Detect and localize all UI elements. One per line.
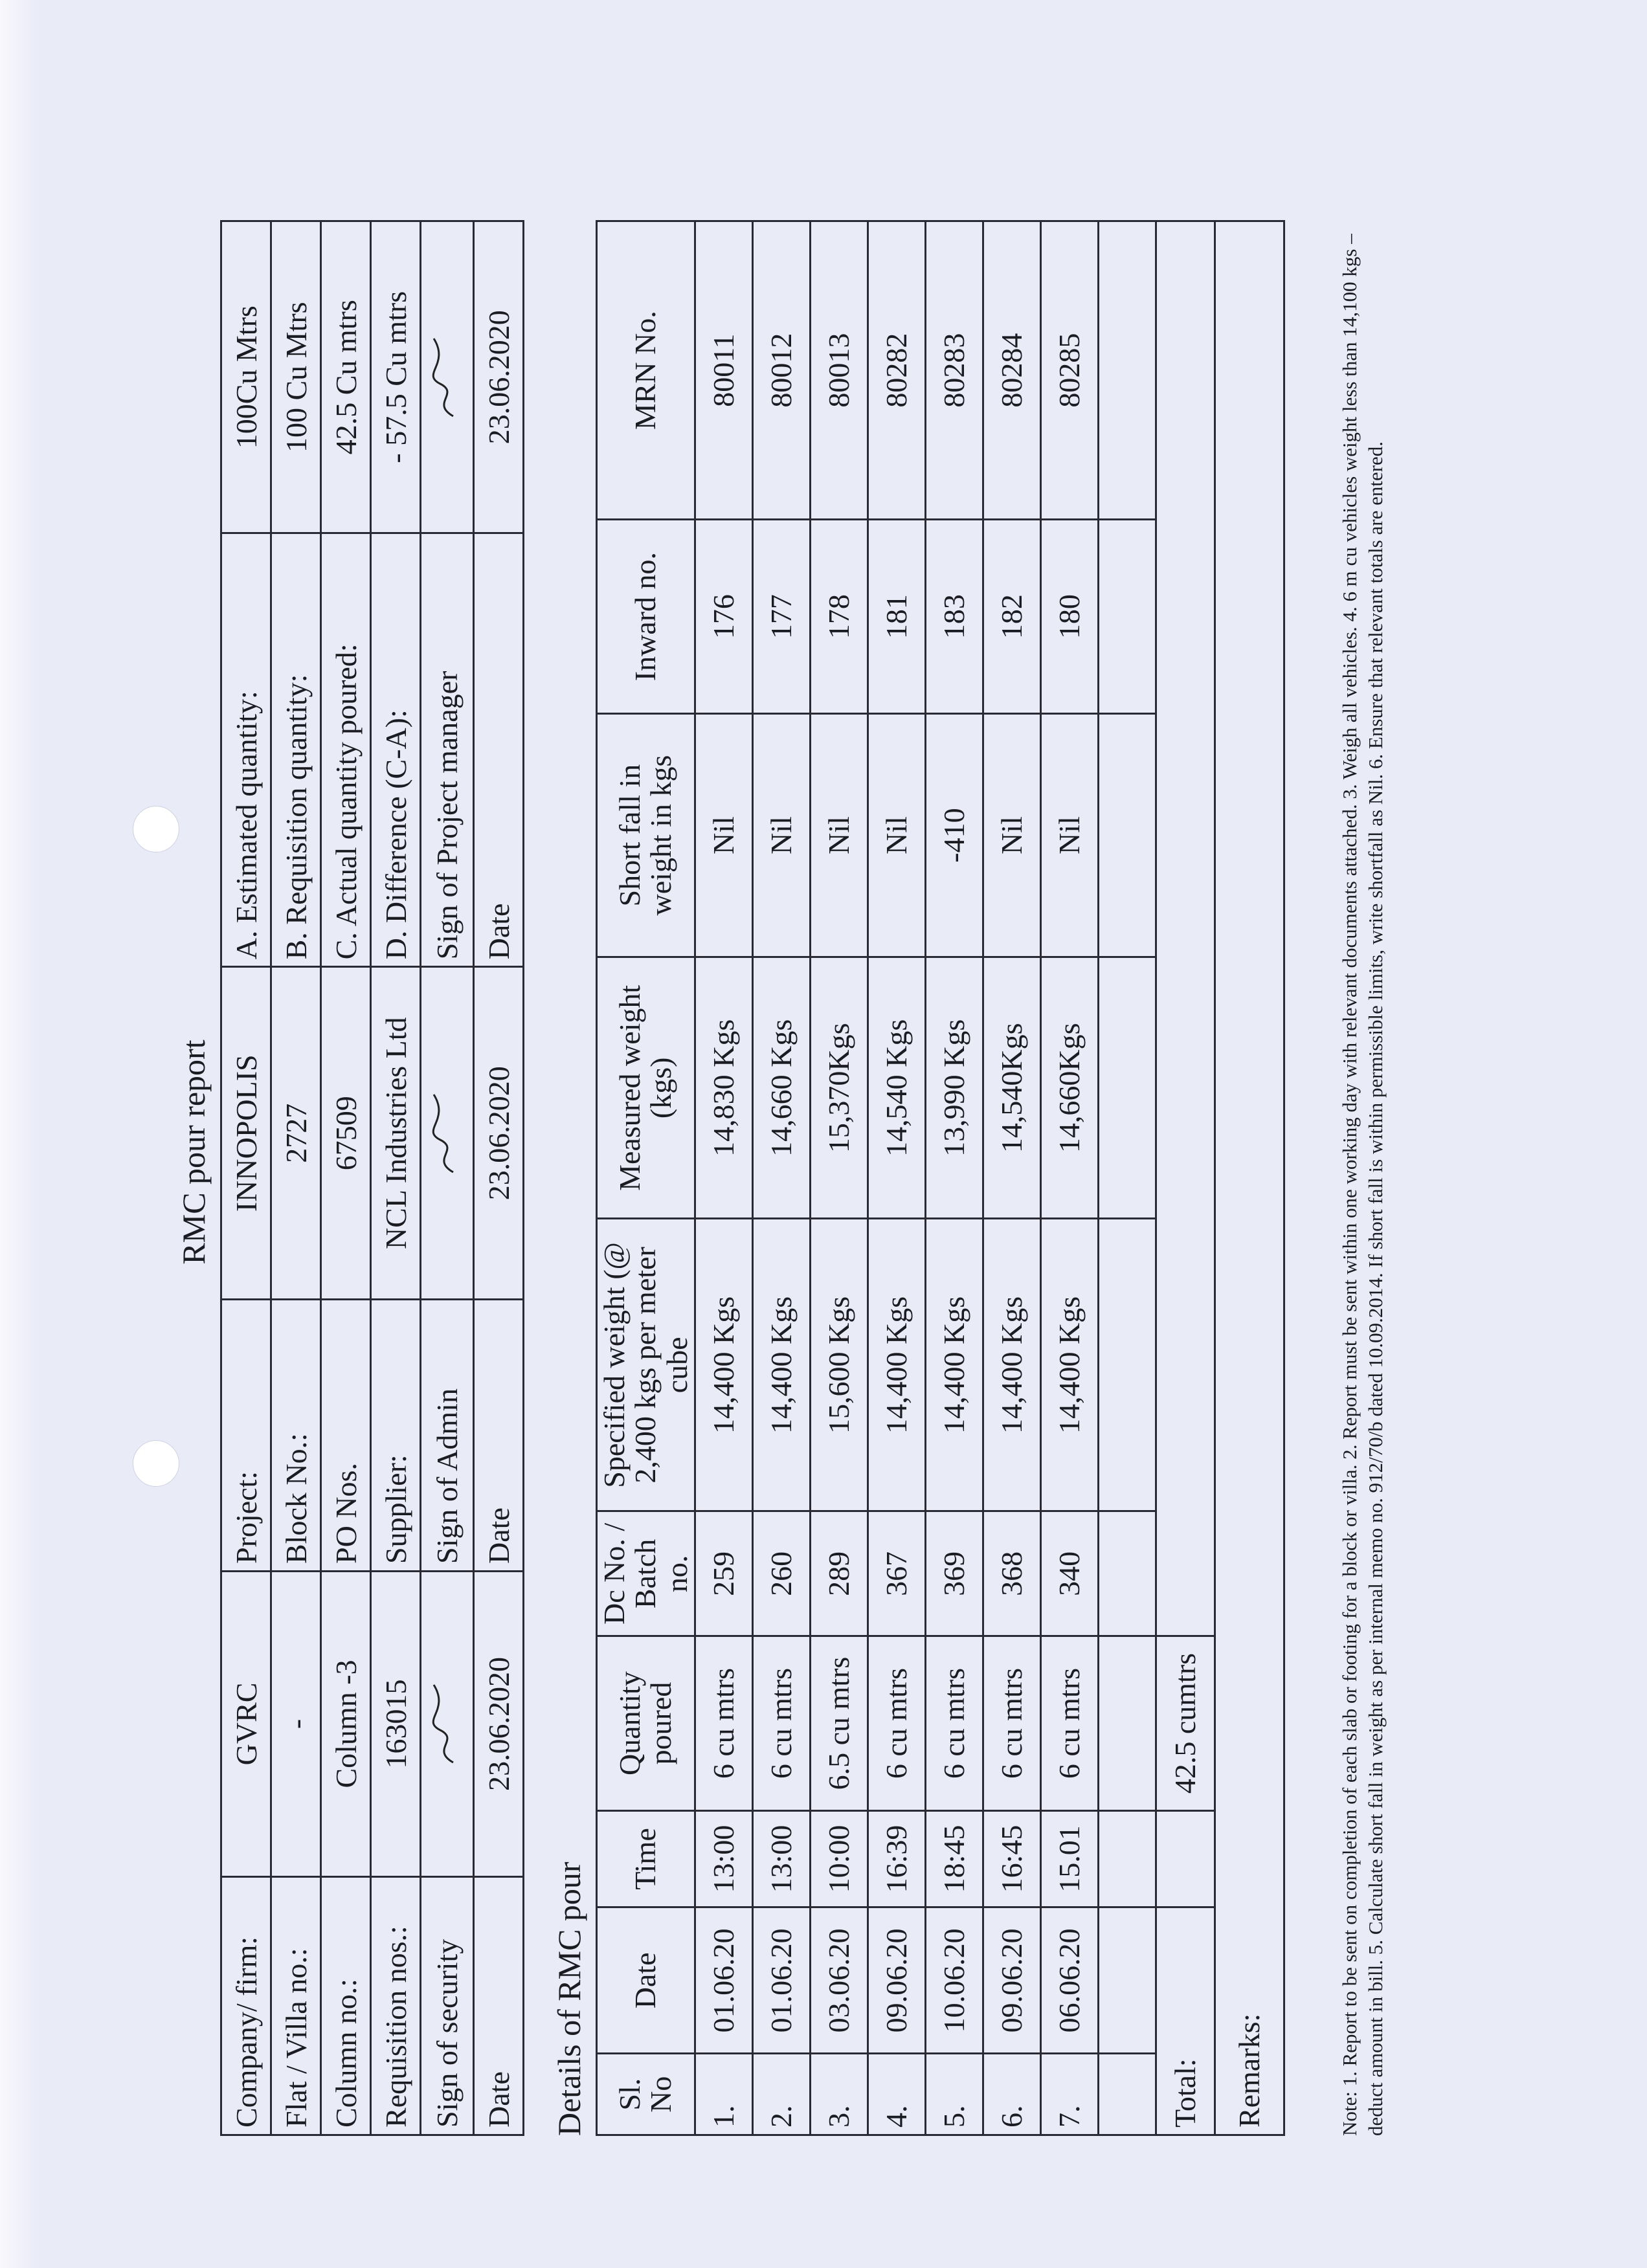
header-cell-text: Column no.: — [329, 1978, 363, 2128]
header-cell — [421, 967, 474, 1300]
table-row — [1040, 221, 1098, 2135]
table-cell: 181 — [868, 520, 925, 714]
header-cell — [474, 967, 524, 1300]
table-cell: 368 — [983, 1511, 1040, 1636]
header-cell — [271, 1571, 321, 1876]
header-cell-text: 67509 — [329, 1096, 363, 1171]
header-cell — [321, 1571, 371, 1876]
header-cell — [321, 533, 371, 967]
header-cell — [421, 1571, 474, 1876]
table-cell — [1098, 2054, 1156, 2135]
table-cell: 369 — [925, 1511, 983, 1636]
table-cell: 6 cu mtrs — [695, 1636, 752, 1810]
header-cell — [421, 221, 474, 533]
table-cell: 4. — [868, 2054, 925, 2135]
table-cell — [1098, 520, 1156, 714]
header-cell — [371, 221, 421, 533]
column-header: Measured weight (kgs) — [597, 957, 695, 1219]
document-content — [175, 194, 1387, 2136]
table-cell: 14,400 Kgs — [1040, 1219, 1098, 1511]
header-cell — [321, 1300, 371, 1572]
column-header: Specified weight (@ 2,400 kgs per meter cube — [597, 1219, 695, 1511]
details-header-row — [597, 221, 695, 2135]
table-cell — [1098, 221, 1156, 520]
table-cell: 6.5 cu mtrs — [810, 1636, 868, 1810]
table-cell: 14,540 Kgs — [868, 957, 925, 1219]
table-cell: 80013 — [810, 221, 868, 520]
table-cell: Nil — [868, 713, 925, 957]
table-cell — [1098, 1511, 1156, 1636]
header-cell — [221, 1571, 271, 1876]
table-cell — [1098, 1636, 1156, 1810]
table-cell: Nil — [695, 713, 752, 957]
remarks-label: Remarks: — [1215, 221, 1284, 2135]
header-cell-text: B. Requisition quantity: — [279, 674, 313, 960]
header-cell — [421, 1300, 474, 1572]
header-cell — [271, 1300, 321, 1572]
table-cell — [1098, 1219, 1156, 1511]
table-cell: 6. — [983, 2054, 1040, 2135]
table-cell: 14,660 Kgs — [752, 957, 810, 1219]
header-cell-text: Sign of security — [431, 1939, 464, 2128]
table-cell: 14,660Kgs — [1040, 957, 1098, 1219]
table-cell: 3. — [810, 2054, 868, 2135]
header-cell-text: Supplier: — [379, 1454, 412, 1564]
table-row — [1098, 221, 1156, 2135]
header-cell-text: 100 Cu Mtrs — [279, 302, 313, 453]
header-cell — [221, 1300, 271, 1572]
header-cell — [221, 1876, 271, 2135]
table-row — [925, 221, 983, 2135]
column-header: Quantity poured — [597, 1636, 695, 1810]
header-cell-text: D. Difference (C-A): — [379, 709, 412, 960]
column-header: Short fall in weight in kgs — [597, 713, 695, 957]
header-cell-text: C. Actual quantity poured: — [329, 643, 363, 960]
header-cell — [321, 221, 371, 533]
table-cell: 2. — [752, 2054, 810, 2135]
total-label: Total: — [1156, 1907, 1215, 2135]
punch-hole-top — [133, 1440, 179, 1487]
header-cell-text: Block No.: — [279, 1433, 313, 1564]
signature-mark — [436, 332, 469, 423]
header-cell-text: A. Estimated quantity: — [229, 691, 263, 960]
table-row — [983, 221, 1040, 2135]
table-cell: 14,400 Kgs — [868, 1219, 925, 1511]
table-cell: 178 — [810, 520, 868, 714]
header-cell-text: NCL Industries Ltd — [379, 1017, 412, 1250]
table-cell: 06.06.20 — [1040, 1907, 1098, 2054]
table-cell: 14,400 Kgs — [752, 1219, 810, 1511]
header-row — [474, 221, 524, 2135]
signature-mark — [436, 1678, 469, 1769]
header-cell-text: 100Cu Mtrs — [229, 306, 263, 449]
table-cell — [1098, 1907, 1156, 2054]
remarks-row — [1215, 221, 1284, 2135]
header-cell — [474, 1876, 524, 2135]
header-cell — [474, 533, 524, 967]
column-header: Date — [597, 1907, 695, 2054]
header-cell-text: Column -3 — [329, 1660, 363, 1788]
table-cell: 177 — [752, 520, 810, 714]
header-cell-text: GVRC — [229, 1682, 263, 1766]
header-cell — [421, 533, 474, 967]
table-cell: 176 — [695, 520, 752, 714]
table-cell: Nil — [1040, 713, 1098, 957]
column-header: MRN No. — [597, 221, 695, 520]
header-cell-text: Date — [482, 2071, 515, 2128]
table-cell: 6 cu mtrs — [925, 1636, 983, 1810]
header-cell-text: Date — [482, 1507, 515, 1564]
table-cell: 18:45 — [925, 1810, 983, 1907]
header-cell — [474, 1300, 524, 1572]
header-cell-text: 23.06.2020 — [482, 310, 515, 445]
table-cell: 13:00 — [752, 1810, 810, 1907]
table-cell: 6 cu mtrs — [1040, 1636, 1098, 1810]
table-row — [868, 221, 925, 2135]
table-cell: 03.06.20 — [810, 1907, 868, 2054]
table-cell: 340 — [1040, 1511, 1098, 1636]
header-cell-text: - 57.5 Cu mtrs — [379, 291, 412, 463]
header-cell-text: Project: — [229, 1471, 263, 1564]
header-row — [221, 221, 271, 2135]
column-header: Dc No. / Batch no. — [597, 1511, 695, 1636]
header-cell — [474, 221, 524, 533]
table-row — [810, 221, 868, 2135]
header-cell — [221, 533, 271, 967]
table-cell: 6 cu mtrs — [983, 1636, 1040, 1810]
punch-hole-bottom — [133, 806, 179, 852]
table-cell: 14,400 Kgs — [695, 1219, 752, 1511]
table-cell: 80283 — [925, 221, 983, 520]
header-cell-text: Sign of Admin — [431, 1388, 464, 1564]
header-cell — [271, 1876, 321, 2135]
table-cell: 1. — [695, 2054, 752, 2135]
header-cell-text: 23.06.2020 — [482, 1656, 515, 1791]
total-row — [1156, 221, 1215, 2135]
table-cell — [1098, 957, 1156, 1219]
paper-edge — [0, 0, 39, 2268]
table-cell: 5. — [925, 2054, 983, 2135]
table-cell: 7. — [1040, 2054, 1098, 2135]
header-row — [321, 221, 371, 2135]
header-cell — [321, 967, 371, 1300]
table-cell: 09.06.20 — [868, 1907, 925, 2054]
header-cell-text: Date — [482, 903, 515, 960]
table-cell: 16:39 — [868, 1810, 925, 1907]
header-cell — [371, 1876, 421, 2135]
table-cell: 13:00 — [695, 1810, 752, 1907]
table-cell: 10.06.20 — [925, 1907, 983, 2054]
details-label: Details of RMC pour — [551, 1862, 587, 2136]
header-cell — [221, 221, 271, 533]
total-empty — [1156, 221, 1215, 1636]
table-cell — [1098, 713, 1156, 957]
table-cell: 80012 — [752, 221, 810, 520]
header-cell-text: 42.5 Cu mtrs — [329, 300, 363, 455]
header-cell — [371, 1571, 421, 1876]
header-cell — [421, 1876, 474, 2135]
header-cell-text: Company/ firm: — [229, 1936, 263, 2128]
header-cell-text: Sign of Project manager — [431, 671, 464, 960]
header-table — [220, 220, 524, 2136]
header-cell — [371, 967, 421, 1300]
header-cell-text: Flat / Villa no.: — [279, 1948, 313, 2128]
table-cell: 13,990 Kgs — [925, 957, 983, 1219]
table-cell: 14,540Kgs — [983, 957, 1040, 1219]
header-cell-text: INNOPOLIS — [229, 1054, 263, 1212]
header-row — [421, 221, 474, 2135]
table-cell: Nil — [752, 713, 810, 957]
table-cell: 15.01 — [1040, 1810, 1098, 1907]
total-quantity: 42.5 cumtrs — [1156, 1636, 1215, 1810]
header-cell — [474, 1571, 524, 1876]
table-cell: 16:45 — [983, 1810, 1040, 1907]
table-cell: 09.06.20 — [983, 1907, 1040, 2054]
header-cell-text: 2727 — [279, 1103, 313, 1163]
header-cell-text: 23.06.2020 — [482, 1066, 515, 1201]
header-cell — [271, 221, 321, 533]
column-header: Sl. No — [597, 2054, 695, 2135]
header-cell-text: 163015 — [379, 1679, 412, 1769]
header-row — [371, 221, 421, 2135]
table-cell: 259 — [695, 1511, 752, 1636]
header-cell — [371, 533, 421, 967]
table-cell: Nil — [983, 713, 1040, 957]
signature-mark — [436, 1088, 469, 1179]
header-cell-text: - — [279, 1718, 313, 1729]
details-table — [596, 220, 1285, 2136]
header-cell — [271, 967, 321, 1300]
table-cell: 80284 — [983, 221, 1040, 520]
table-cell: 80285 — [1040, 221, 1098, 520]
table-cell: 14,400 Kgs — [983, 1219, 1040, 1511]
table-cell: 180 — [1040, 520, 1098, 714]
footnote: Note: 1. Report to be sent on completion of each slab or footing for a block or villa. 2. Report must be sent within one working day with relevant documents attached. 3. Weigh all vehicles. 4. 6 m cu vehicles weight less than 14,100 kgs – deduct amount in bill. 5. Calculate short fall in weight as per internal memo no. 912/70/b dated 10.09.2014. If short fall is within permissible limits, write shortfall as Nil. 6. Ensure that relevant totals are entered. — [1338, 234, 1387, 2136]
header-cell — [371, 1300, 421, 1572]
table-cell: 6 cu mtrs — [752, 1636, 810, 1810]
table-cell: 182 — [983, 520, 1040, 714]
table-row — [695, 221, 752, 2135]
table-cell: 14,400 Kgs — [925, 1219, 983, 1511]
table-cell: 183 — [925, 520, 983, 714]
table-cell: 367 — [868, 1511, 925, 1636]
table-cell: 6 cu mtrs — [868, 1636, 925, 1810]
total-empty — [1156, 1810, 1215, 1907]
table-cell: 10:00 — [810, 1810, 868, 1907]
header-cell-text: PO Nos. — [329, 1463, 363, 1564]
header-cell-text: Requisition nos.: — [379, 1926, 412, 2128]
report-title: RMC pour report — [175, 1040, 212, 1265]
header-row — [271, 221, 321, 2135]
table-cell: 80011 — [695, 221, 752, 520]
header-cell — [221, 967, 271, 1300]
table-cell: 289 — [810, 1511, 868, 1636]
table-row — [752, 221, 810, 2135]
table-cell — [1098, 1810, 1156, 1907]
column-header: Inward no. — [597, 520, 695, 714]
column-header: Time — [597, 1810, 695, 1907]
table-cell: 14,830 Kgs — [695, 957, 752, 1219]
table-cell: 260 — [752, 1511, 810, 1636]
table-cell: 15,600 Kgs — [810, 1219, 868, 1511]
table-cell: Nil — [810, 713, 868, 957]
table-cell: -410 — [925, 713, 983, 957]
header-cell — [271, 533, 321, 967]
table-cell: 15,370Kgs — [810, 957, 868, 1219]
table-cell: 01.06.20 — [695, 1907, 752, 2054]
table-cell: 01.06.20 — [752, 1907, 810, 2054]
header-cell — [321, 1876, 371, 2135]
table-cell: 80282 — [868, 221, 925, 520]
